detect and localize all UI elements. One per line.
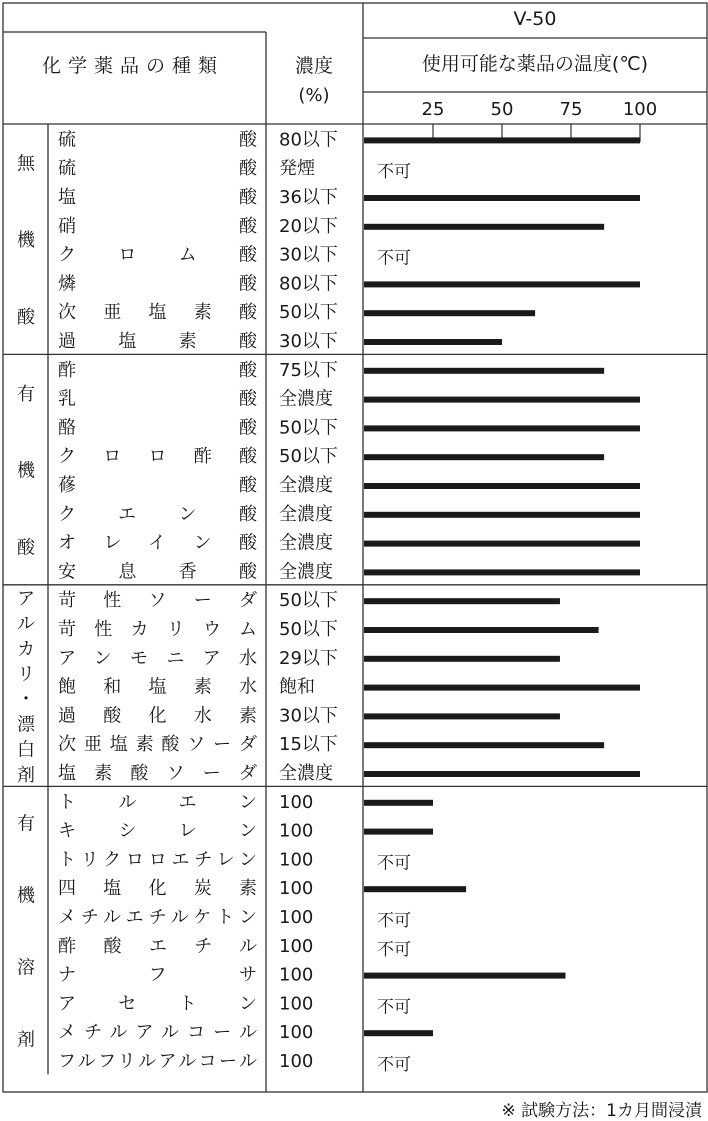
- temperature-bar: [364, 829, 433, 835]
- concentration-value: 30以下: [279, 705, 338, 727]
- chemical-name: トルエン: [58, 791, 257, 813]
- chemical-name: 酢酸エチル: [58, 935, 257, 957]
- concentration-value: 100: [279, 1051, 314, 1072]
- concentration-value: 100: [279, 993, 314, 1015]
- group-label-char: 有: [17, 813, 35, 835]
- concentration-value: 75以下: [279, 359, 338, 381]
- temperature-bar: [364, 598, 560, 604]
- group-label-char: 漂: [17, 714, 35, 736]
- group-label-char: 無: [17, 153, 35, 175]
- chemical-name: トリクロロエチレン: [58, 849, 257, 871]
- header-chemical-type: 化学薬品の種類: [41, 55, 225, 77]
- x-tick-label: 25: [421, 99, 445, 120]
- concentration-value: 80以下: [279, 273, 338, 295]
- chemical-name: 飽和塩素水: [58, 676, 257, 698]
- group-label-char: 剤: [17, 1029, 35, 1051]
- chemical-name: 硫酸: [58, 158, 257, 180]
- group-label-char: ・: [17, 689, 35, 711]
- group-label-char: 機: [17, 460, 35, 482]
- header-product: V-50: [513, 8, 557, 30]
- chemical-name: 過酸化水素: [58, 705, 257, 727]
- not-usable-note: 不可: [377, 911, 411, 931]
- temperature-bar: [364, 368, 604, 374]
- concentration-value: 50以下: [279, 619, 338, 640]
- chemical-name: 塩素酸ソーダ: [58, 763, 257, 784]
- chemical-name: フルフリルアルコール: [58, 1051, 257, 1072]
- concentration-value: 全濃度: [279, 388, 333, 410]
- chemical-name: 燐酸: [58, 273, 257, 295]
- concentration-value: 100: [279, 820, 314, 842]
- concentration-value: 全濃度: [279, 561, 333, 583]
- temperature-bar: [364, 569, 640, 575]
- temperature-bar: [364, 1030, 433, 1036]
- concentration-value: 全濃度: [279, 532, 333, 554]
- temperature-bar: [364, 339, 502, 345]
- chemical-name: 次亜塩素酸: [58, 302, 257, 324]
- chemical-name: 乳酸: [58, 388, 257, 410]
- concentration-value: 飽和: [279, 676, 315, 698]
- concentration-value: 100: [279, 964, 314, 986]
- group-label-char: 有: [17, 383, 35, 405]
- temperature-bar: [364, 397, 640, 403]
- chemical-name: メチルエチルケトン: [58, 907, 257, 928]
- concentration-value: 50以下: [279, 446, 338, 468]
- concentration-value: 100: [279, 1022, 314, 1044]
- concentration-value: 全濃度: [279, 503, 333, 525]
- chemical-name: 苛性カリウム: [58, 619, 257, 640]
- group-label-char: 酸: [17, 537, 35, 559]
- group-label-char: カ: [17, 638, 35, 660]
- temperature-bar: [364, 800, 433, 806]
- temperature-bar: [364, 512, 640, 518]
- chemical-name: アセトン: [58, 993, 257, 1015]
- chemical-name: 次亜塩素酸ソーダ: [58, 734, 257, 756]
- temperature-bar: [364, 425, 640, 431]
- chemical-name: 過塩素酸: [58, 331, 257, 352]
- temperature-bar: [364, 973, 565, 979]
- x-tick-label: 100: [622, 99, 658, 120]
- chemical-name: ナフサ: [58, 964, 257, 986]
- temperature-bar: [364, 454, 604, 460]
- temperature-bar: [364, 627, 599, 633]
- chemical-name: 塩酸: [58, 187, 257, 208]
- group-label-char: 溶: [17, 957, 35, 979]
- concentration-value: 50以下: [279, 590, 338, 612]
- group-label-char: 機: [17, 885, 35, 907]
- concentration-value: 発煙: [279, 158, 315, 180]
- temperature-bar: [364, 224, 604, 230]
- header-concentration-line1: 濃度: [294, 55, 334, 77]
- group-label-char: 機: [17, 230, 35, 252]
- chemical-name: 安息香酸: [58, 561, 257, 583]
- footnote: ※ 試験方法：1カ月間浸漬: [501, 1101, 702, 1121]
- chemical-name: 硝酸: [58, 215, 257, 237]
- chemical-name: キシレン: [58, 820, 257, 842]
- concentration-value: 20以下: [279, 215, 338, 237]
- temperature-bar: [364, 713, 560, 719]
- not-usable-note: 不可: [377, 997, 411, 1018]
- chemical-name: 蓚酸: [58, 475, 257, 496]
- chemical-name: 酢酸: [58, 359, 257, 381]
- chemical-name: オレイン酸: [58, 532, 257, 554]
- chemical-name: 硫酸: [58, 129, 257, 151]
- group-label-char: 白: [17, 739, 35, 761]
- concentration-value: 15以下: [279, 734, 338, 756]
- group-label-char: 酸: [17, 307, 35, 328]
- temperature-bar: [364, 886, 466, 892]
- temperature-bar: [364, 310, 535, 316]
- concentration-value: 50以下: [279, 302, 338, 324]
- concentration-value: 100: [279, 849, 314, 871]
- concentration-value: 30以下: [279, 331, 338, 352]
- chemical-name: 四塩化炭素: [58, 878, 257, 900]
- concentration-value: 29以下: [279, 647, 338, 669]
- chemical-name: クロム酸: [58, 244, 257, 266]
- temperature-bar: [364, 685, 640, 691]
- concentration-value: 全濃度: [279, 763, 333, 784]
- concentration-value: 50以下: [279, 417, 338, 439]
- concentration-value: 100: [279, 791, 314, 813]
- group-label-char: ル: [17, 613, 35, 635]
- concentration-value: 30以下: [279, 244, 338, 266]
- concentration-value: 100: [279, 935, 314, 957]
- temperature-bar: [364, 483, 640, 489]
- concentration-value: 100: [279, 878, 314, 900]
- temperature-bar: [364, 541, 640, 547]
- temperature-bar: [364, 137, 640, 143]
- group-label-char: 剤: [17, 764, 35, 786]
- x-tick-label: 50: [490, 99, 514, 120]
- temperature-bar: [364, 742, 604, 748]
- concentration-value: 全濃度: [279, 475, 333, 496]
- chemical-name: 苛性ソーダ: [58, 590, 257, 612]
- group-label-char: リ: [17, 664, 35, 685]
- header-temperature: 使用可能な薬品の温度(℃): [421, 53, 649, 75]
- temperature-bar: [364, 281, 640, 287]
- group-label-char: ア: [17, 588, 35, 610]
- temperature-bar: [364, 195, 640, 201]
- chemical-name: メチルアルコール: [58, 1022, 257, 1044]
- not-usable-note: 不可: [377, 162, 411, 183]
- concentration-value: 36以下: [279, 187, 338, 208]
- chemical-name: クエン酸: [58, 503, 257, 525]
- not-usable-note: 不可: [377, 248, 411, 269]
- concentration-value: 80以下: [279, 129, 338, 151]
- chemical-name: クロロ酢酸: [58, 446, 257, 468]
- temperature-bar: [364, 656, 560, 662]
- x-tick-label: 75: [559, 99, 583, 120]
- not-usable-note: 不可: [377, 853, 411, 874]
- chemical-name: 酪酸: [58, 417, 257, 439]
- temperature-bar: [364, 771, 640, 777]
- not-usable-note: 不可: [377, 939, 411, 960]
- header-concentration-line2: (%): [298, 85, 330, 106]
- concentration-value: 100: [279, 907, 314, 928]
- chemical-name: アンモニア水: [58, 647, 257, 669]
- not-usable-note: 不可: [377, 1055, 411, 1075]
